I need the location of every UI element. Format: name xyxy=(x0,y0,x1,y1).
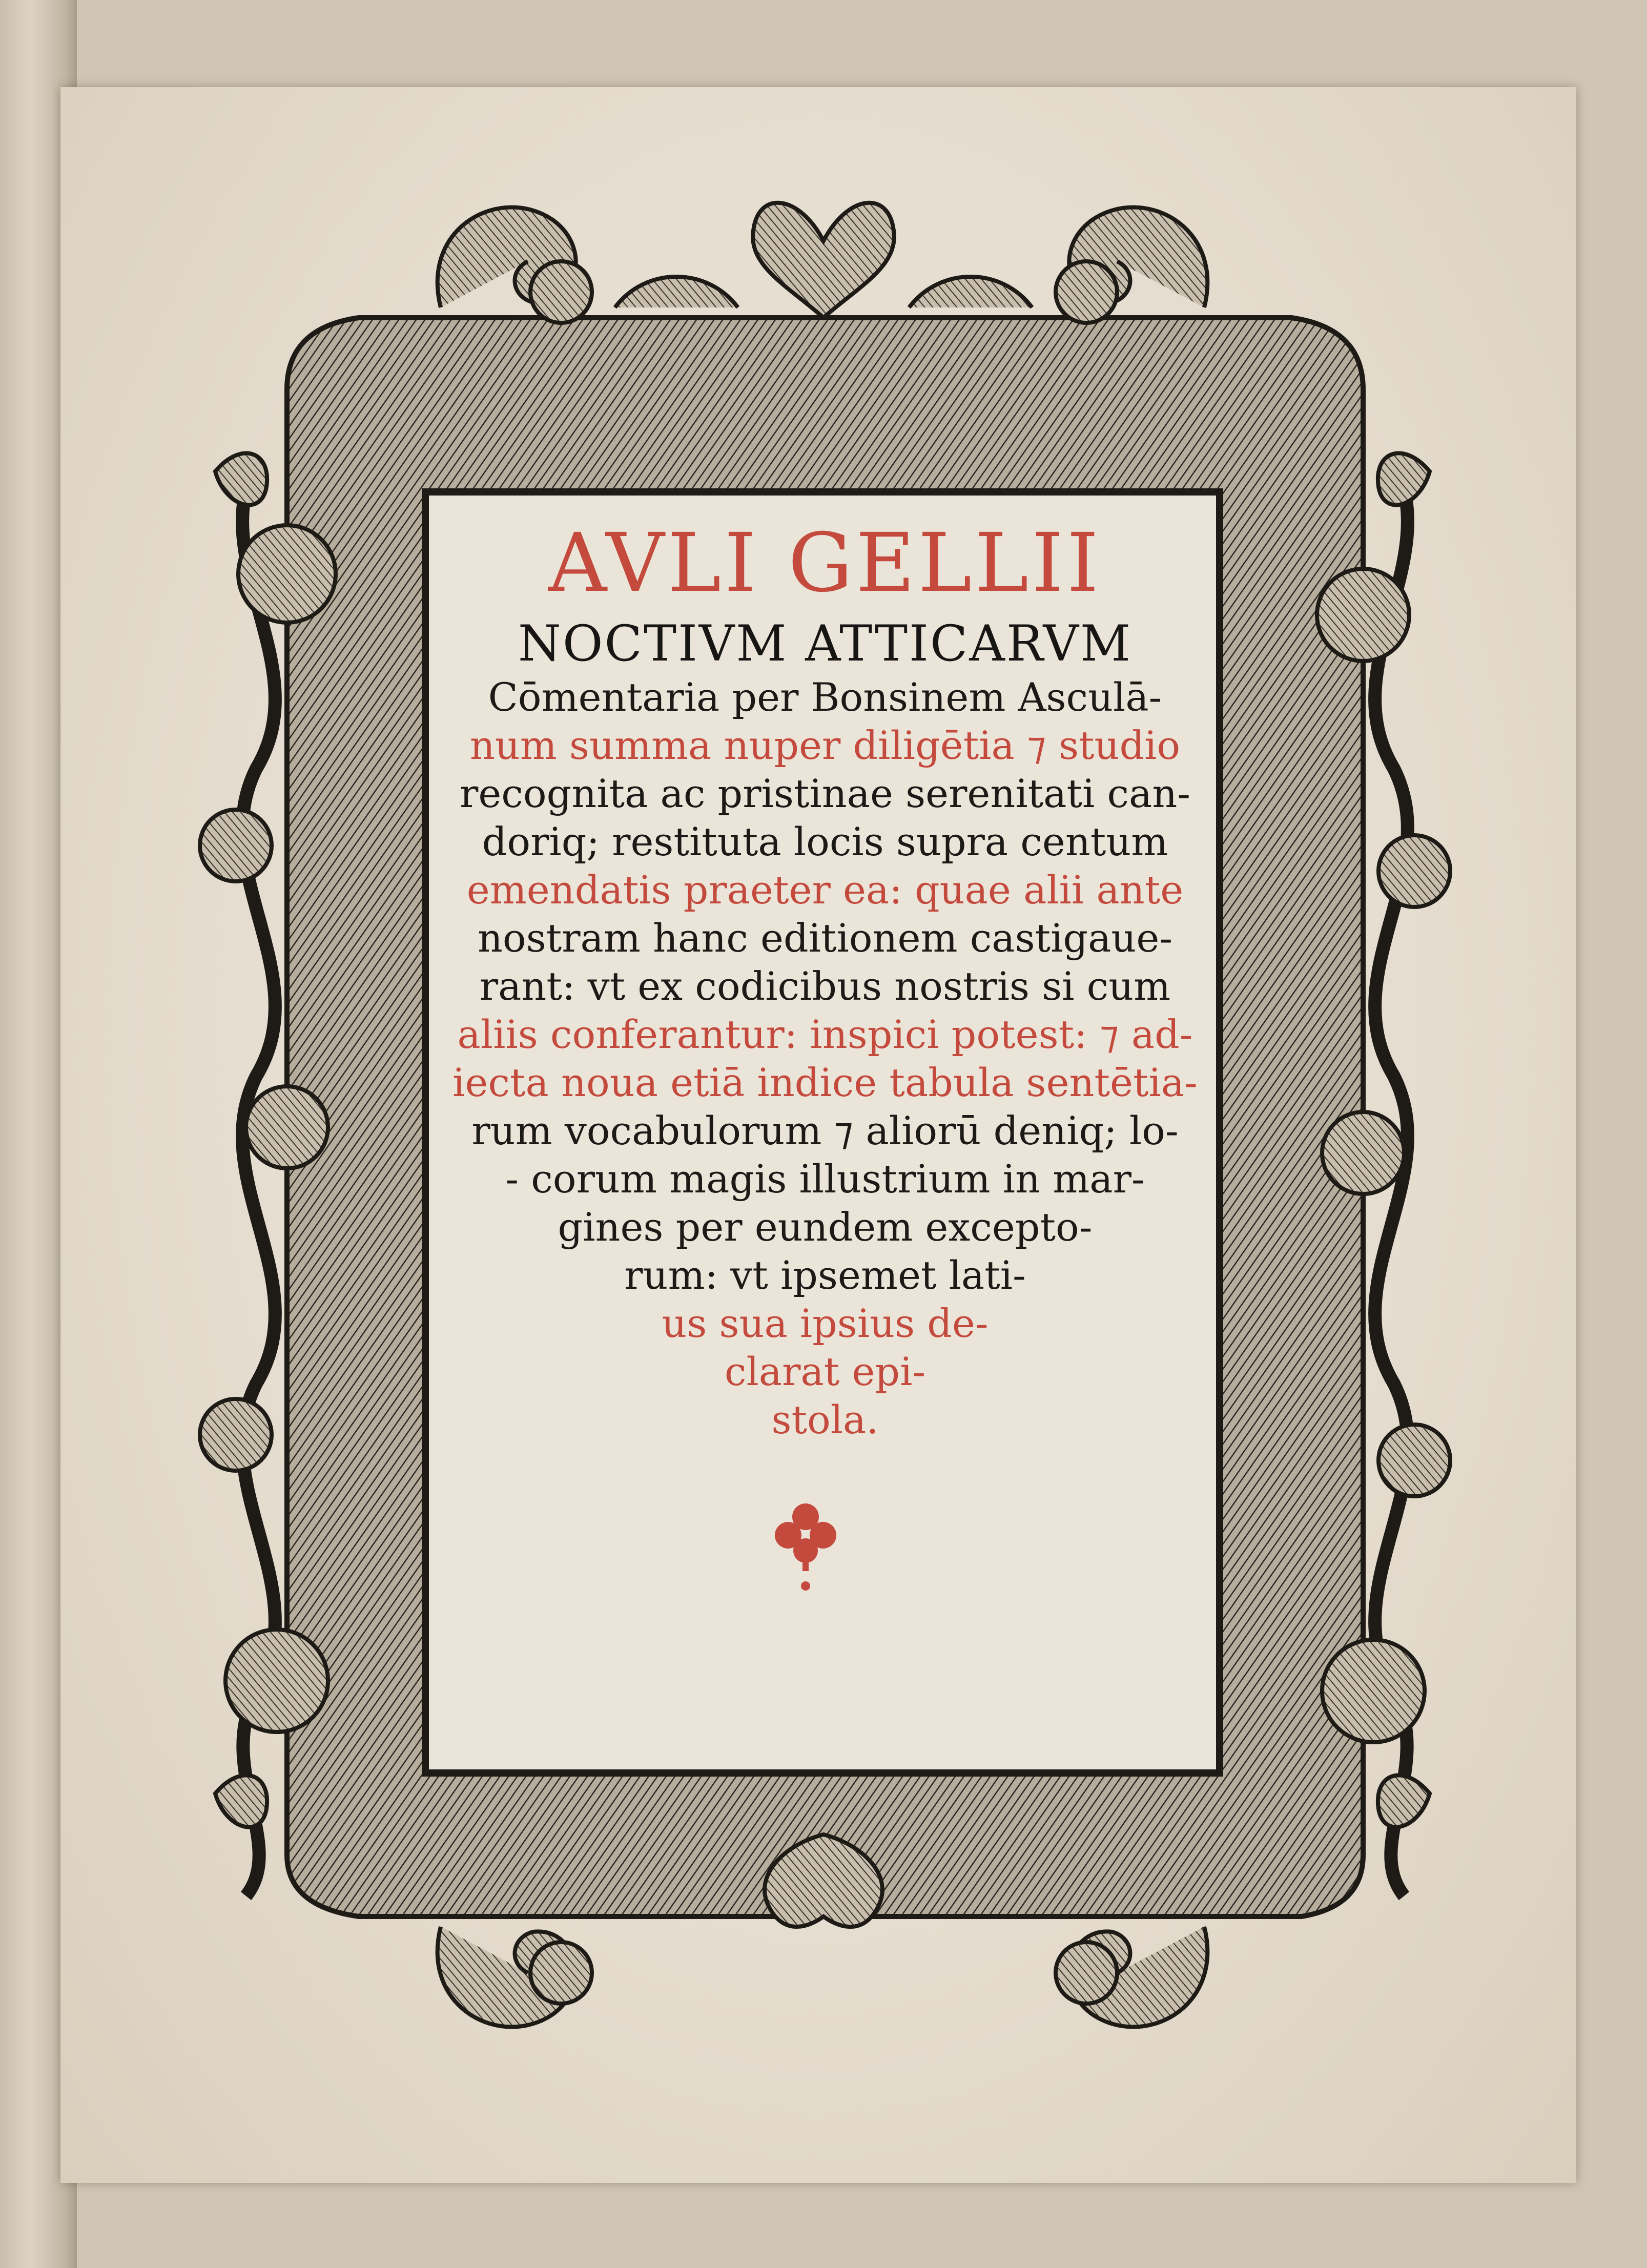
text-line: clarat epi- xyxy=(724,1349,926,1394)
text-line: aliis conferantur: inspici potest: ⁊ ad- xyxy=(457,1012,1193,1057)
fleuron-icon xyxy=(770,1501,841,1594)
text-line: emendatis praeter ea: quae alii ante xyxy=(466,867,1184,913)
text-line: rum vocabulorum ⁊ aliorū deniq; lo- xyxy=(471,1108,1179,1153)
text-line: gines per eundem excepto- xyxy=(558,1204,1093,1250)
text-line: iecta noua etiā indice tabula sentētia- xyxy=(452,1060,1198,1105)
text-line: - corum magis illustrium in mar- xyxy=(505,1156,1145,1202)
book-subtitle: NOCTIVM ATTICARVM xyxy=(518,615,1133,672)
text-line: doriq; restituta locis supra centum xyxy=(482,819,1168,864)
text-line: num summa nuper diligētia ⁊ studio xyxy=(469,723,1181,768)
title-description xyxy=(441,673,1209,1444)
book-title: AVLI GELLII xyxy=(548,516,1102,610)
text-line: rum: vt ipsemet lati- xyxy=(624,1252,1026,1298)
text-line: Cōmentaria per Bonsinem Asculā- xyxy=(488,674,1162,720)
text-line: recognita ac pristinae serenitati can- xyxy=(459,771,1190,816)
text-line: rant: vt ex codicibus nostris si cum xyxy=(479,963,1171,1009)
text-line: stola. xyxy=(771,1397,879,1442)
text-line: nostram hanc editionem castigaue- xyxy=(477,915,1172,961)
text-line: us sua ipsius de- xyxy=(662,1301,989,1346)
